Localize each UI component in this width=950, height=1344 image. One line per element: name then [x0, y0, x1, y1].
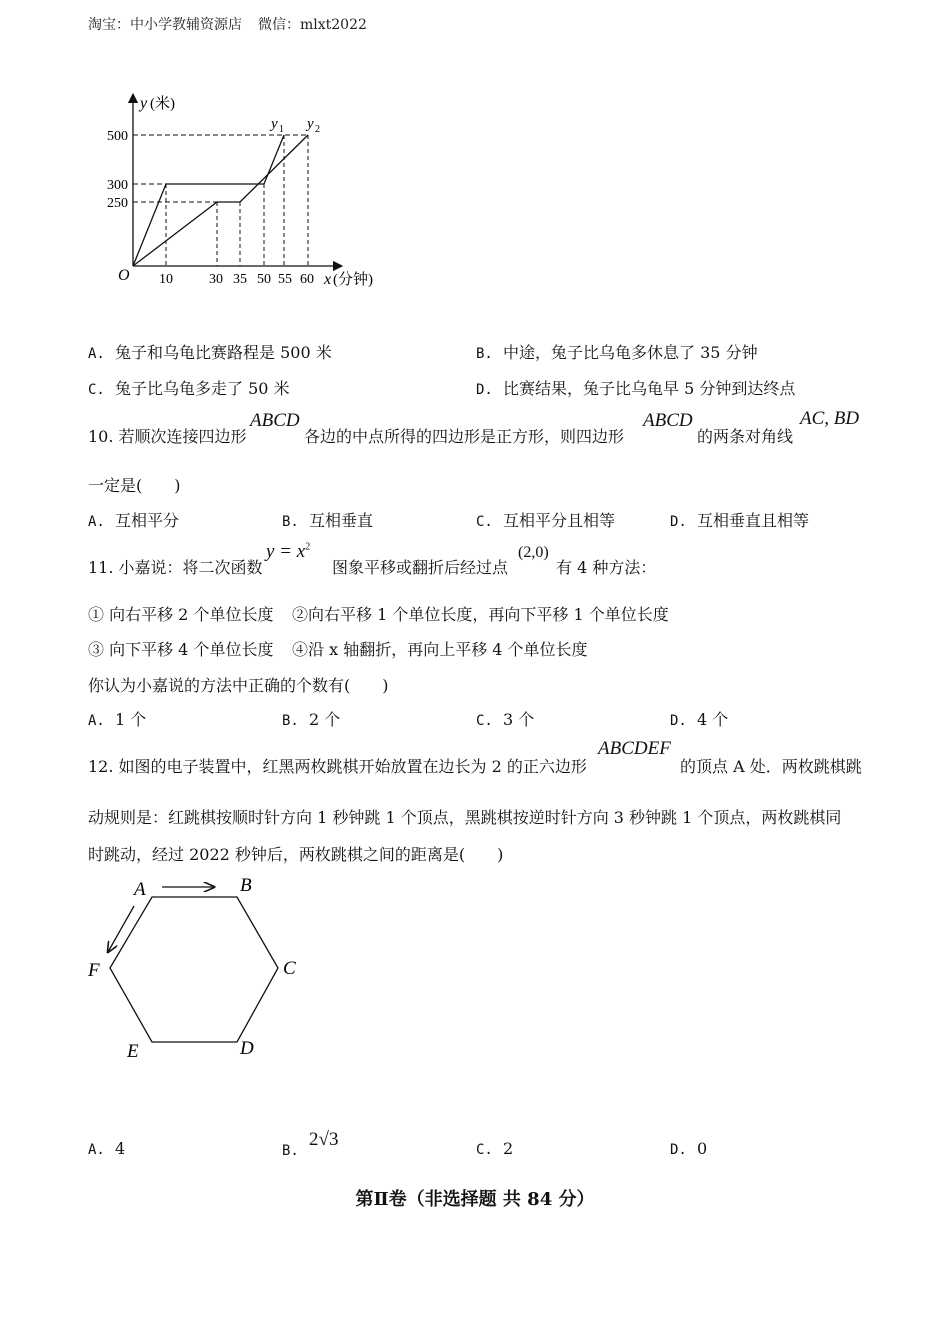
- vertex-f-label: F: [88, 960, 100, 981]
- x-tick-60: 60: [300, 272, 314, 287]
- q10-math-abcd-1: ABCD: [250, 410, 300, 431]
- q9-option-d: D. 比赛结果，兔子比乌龟早 5 分钟到达终点: [476, 379, 796, 398]
- vertex-c-label: C: [283, 958, 296, 979]
- series-y1-label: y: [271, 116, 278, 132]
- hexagon-shape: [110, 897, 278, 1042]
- x-tick-55: 55: [278, 272, 292, 287]
- q11-math-point: (2,0): [518, 544, 549, 561]
- q10-math-abcd-2: ABCD: [643, 410, 693, 431]
- q11-method-3: ③ 向下平移 4 个单位长度: [88, 640, 274, 659]
- q12-stem-part1: 12. 如图的电子装置中，红黑两枚跳棋开始放置在边长为 2 的正六边形: [88, 757, 587, 776]
- q10-option-c: C. 互相平分且相等: [476, 511, 616, 530]
- q9-option-a: A. 兔子和乌龟比赛路程是 500 米: [88, 343, 332, 362]
- x-tick-35: 35: [233, 272, 247, 287]
- origin-label: O: [118, 267, 130, 284]
- q12-stem-line3: 时跳动，经过 2022 秒钟后，两枚跳棋之间的距离是( ): [88, 845, 504, 864]
- q11-method-1: ① 向右平移 2 个单位长度: [88, 605, 274, 624]
- header-wechat: 微信：mlxt2022: [258, 17, 367, 33]
- y-axis-unit: (米): [150, 96, 175, 112]
- q12-option-b: B. 2√3: [282, 1129, 339, 1159]
- q9-option-c: C. 兔子比乌龟多走了 50 米: [88, 379, 290, 398]
- counterclockwise-arrow: [108, 906, 134, 952]
- q11-math-function: $y = x^2$: [266, 541, 311, 562]
- section-title: 第Ⅱ卷（非选择题 共 84 分）: [355, 1189, 595, 1210]
- series-y1-line: [133, 135, 284, 266]
- q11-option-b: B. 2 个: [282, 710, 341, 729]
- q10-option-a: A. 互相平分: [88, 511, 180, 530]
- series-y1-sub: 1: [279, 124, 284, 135]
- series-y2-sub: 2: [315, 124, 320, 135]
- vertex-e-label: E: [127, 1041, 139, 1062]
- y-tick-500: 500: [107, 129, 128, 144]
- q11-stem-part3: 有 4 种方法：: [556, 558, 657, 577]
- q11-option-d: D. 4 个: [670, 710, 729, 729]
- q11-option-c: C. 3 个: [476, 710, 535, 729]
- y-tick-300: 300: [107, 178, 128, 193]
- q10-stem-part3: 的两条对角线: [697, 427, 794, 446]
- q10-math-diagonals: AC, BD: [800, 408, 860, 429]
- y-tick-250: 250: [107, 196, 128, 211]
- vertex-d-label: D: [240, 1038, 254, 1059]
- vertex-b-label: B: [240, 875, 252, 896]
- q11-stem-part1: 11. 小嘉说：将二次函数: [88, 558, 263, 577]
- q11-stem-part2: 图象平移或翻折后经过点: [332, 558, 509, 577]
- series-y2-label: y: [307, 116, 314, 132]
- q10-option-b: B. 互相垂直: [282, 511, 374, 530]
- q11-method-4: ④沿 x 轴翻折，再向上平移 4 个单位长度: [292, 640, 588, 659]
- y-axis-label: y: [140, 95, 148, 112]
- distance-time-graph: [100, 88, 400, 298]
- q12-option-a: A. 4: [88, 1139, 126, 1158]
- q12-option-d: D. 0: [670, 1139, 708, 1158]
- vertex-a-label: A: [134, 879, 146, 900]
- x-tick-50: 50: [257, 272, 271, 287]
- q11-method-2: ②向右平移 1 个单位长度，再向下平移 1 个单位长度: [292, 605, 669, 624]
- hexagon-figure: [82, 870, 322, 1070]
- q10-stem-line2: 一定是( ): [88, 476, 181, 495]
- q10-option-d: D. 互相垂直且相等: [670, 511, 810, 530]
- x-axis-label: x: [324, 271, 332, 288]
- x-tick-10: 10: [159, 272, 173, 287]
- q11-option-a: A. 1 个: [88, 710, 147, 729]
- x-axis-unit: (分钟): [333, 272, 373, 288]
- q12-math-hexagon: ABCDEF: [598, 738, 671, 759]
- q10-stem-part2: 各边的中点所得的四边形是正方形，则四边形: [304, 427, 625, 446]
- q10-stem-part1: 10. 若顺次连接四边形: [88, 427, 247, 446]
- q12-stem-part2: 的顶点 A 处．两枚跳棋跳: [680, 757, 862, 776]
- q9-option-b: B. 中途，兔子比乌龟多休息了 35 分钟: [476, 343, 758, 362]
- x-tick-30: 30: [209, 272, 223, 287]
- q12-stem-line2: 动规则是：红跳棋按顺时针方向 1 秒钟跳 1 个顶点，黑跳棋按逆时针方向 3 秒钟跳 1 个顶点，两枚跳棋同: [88, 808, 842, 827]
- q11-question: 你认为小嘉说的方法中正确的个数有( ): [88, 676, 389, 695]
- header-shop: 淘宝：中小学教辅资源店: [88, 17, 242, 33]
- q12-option-c: C. 2: [476, 1139, 514, 1158]
